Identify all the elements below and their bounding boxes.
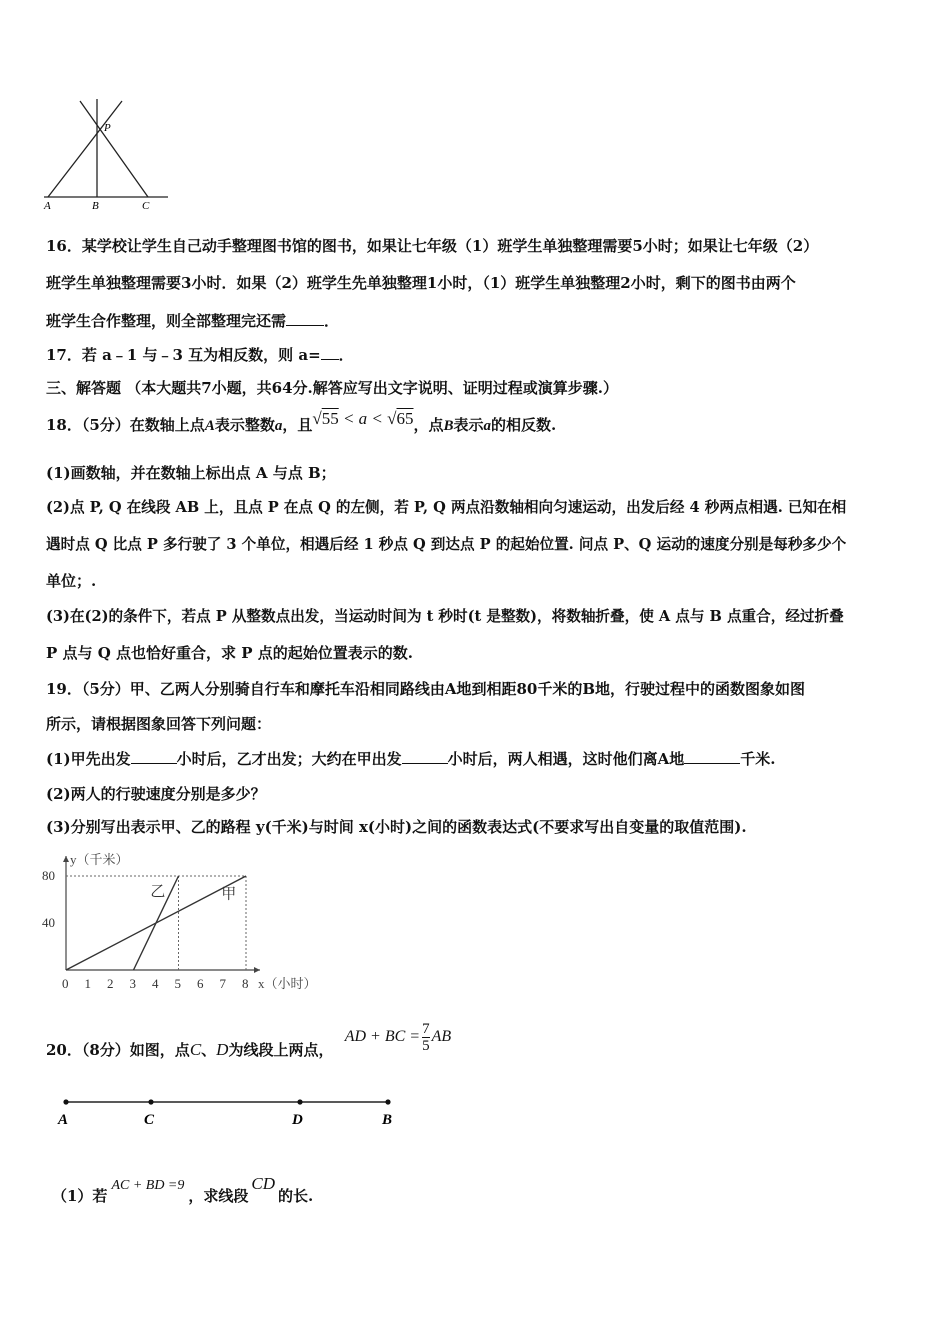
q17-answer-blank[interactable] (321, 345, 339, 360)
q20-part1-var: CD (251, 1174, 276, 1193)
q19-blank-3[interactable] (684, 749, 740, 764)
line-ap (48, 101, 122, 197)
q19-line1 (46, 679, 910, 699)
q18-text-post: 的相反数. (491, 416, 557, 434)
q20-segment-figure (50, 1090, 410, 1135)
label-d: D (292, 1112, 303, 1128)
q18-part2-line1 (46, 498, 910, 518)
line-cp (80, 101, 148, 197)
point-b (385, 1099, 390, 1104)
x-tick-label-7: 7 (219, 976, 226, 991)
x-tick-label-0: 0 (62, 976, 69, 991)
q20-part1-equation: AC + BD =9 (111, 1178, 185, 1193)
label-b: B (92, 200, 99, 212)
x-tick-label-1: 1 (84, 976, 91, 991)
q19-part1-text-c: 小时后，两人相遇，这时他们离A地 (447, 750, 685, 768)
q18-text-mid1: 表示整数 (214, 416, 275, 434)
q18-var-a2: a (483, 418, 492, 434)
q19-part3-text: (3)分别写出表示甲、乙的路程 y(千米)与时间 x(小时)之间的函数表达式(不要求写出自变量的取值范围). (46, 818, 747, 836)
chart-axes (63, 852, 317, 991)
q16-text3-end: ． (324, 312, 340, 330)
x-tick-label-3: 3 (129, 976, 136, 991)
chart-series (66, 876, 246, 970)
q18-part2-line3 (46, 571, 910, 591)
q19-blank-1[interactable] (131, 749, 177, 764)
q20-text-mid: 为线段上两点， (228, 1041, 334, 1059)
q18-var-a: a (274, 418, 283, 434)
label-a: A (58, 1112, 69, 1128)
q18-part3-line2 (46, 643, 910, 663)
q20-frac-den: 5 (422, 1037, 430, 1054)
q20-stem (46, 1020, 910, 1070)
q16-text1: 16．某学校让学生自己动手整理图书馆的图书，如果让七年级（1）班学生单独整理需要5小时；如果让七年级（2） (46, 237, 819, 255)
q20-text-pre: 20．（8分）如图，点 (46, 1041, 190, 1059)
y-axis-arrow (63, 856, 69, 862)
y-tick-label-40: 40 (42, 915, 55, 930)
q18-text-mid4: 表示 (453, 416, 484, 434)
q20-part1 (52, 1176, 910, 1216)
q18-sqrt1-radicand: 55 (321, 409, 339, 428)
label-p: P (104, 122, 111, 134)
label-b: B (382, 1112, 393, 1128)
q20-part1-mid: ，求线段 (188, 1187, 249, 1205)
q18-sqrt2-radicand: 65 (396, 409, 414, 428)
series-label-yi: 乙 (150, 883, 166, 900)
q18-stem (46, 409, 910, 436)
q20-sep: 、 (201, 1041, 217, 1059)
q19-part1-text-b: 小时后，乙才出发；大约在甲出发 (176, 750, 402, 768)
q19-part1 (46, 749, 910, 769)
q18-part2-text1: (2)点 P, Q 在线段 AB 上，且点 P 在点 Q 的左侧，若 P, Q 两点沿数轴相向匀速运动，出发后经 4 秒两点相遇. 已知在相 (46, 499, 847, 516)
q16-line3 (46, 311, 910, 331)
q20-part1-post: 的长. (278, 1187, 314, 1205)
q18-part3-text1: (3)在(2)的条件下，若点 P 从整数点出发，当运动时间为 t 秒时(t 是整数)，将数轴折叠，使 A 点与 B 点重合，经过折叠 (46, 608, 844, 625)
section3-heading (46, 378, 910, 398)
q18-part2-text2: 遇时点 Q 比点 P 多行驶了 3 个单位，相遇后经 1 秒点 Q 到达点 P 的起始位置. 问点 P、Q 运动的速度分别是每秒多少个 (46, 536, 847, 553)
q18-inequality-mid: < a < (338, 409, 388, 428)
series-label-jia: 甲 (221, 886, 237, 903)
q20-frac-num: 7 (422, 1020, 430, 1037)
q18-part3-text2: P 点与 Q 点也恰好重合，求 P 点的起始位置表示的数. (46, 644, 413, 662)
x-tick-label-6: 6 (197, 976, 204, 991)
q20-eq-rhs: AB (431, 1028, 452, 1045)
q18-inequality: √55 < a < √65 (312, 409, 414, 428)
q19-line2 (46, 714, 910, 734)
q17-line (46, 345, 910, 365)
q16-text2: 班学生单独整理需要3小时．如果（2）班学生先单独整理1小时，（1）班学生单独整理2小时，剩下的图书由两个 (46, 274, 796, 292)
q19-part2 (46, 784, 910, 804)
top-geometry-figure (38, 95, 178, 215)
q18-text-pre: 18．（5分）在数轴上点 (46, 416, 205, 434)
q19-blank-2[interactable] (402, 749, 448, 764)
q18-part1-text: (1)画数轴，并在数轴上标出点 A 与点 B； (46, 464, 336, 482)
q19-text1: 19．（5分）甲、乙两人分别骑自行车和摩托车沿相同路线由A地到相距80千米的B地，行驶过程中的函数图象如图 (46, 680, 806, 698)
q19-text2: 所示，请根据图象回答下列问题： (46, 715, 272, 733)
q16-line2 (46, 273, 910, 293)
q19-part3 (46, 817, 910, 837)
q18-part1 (46, 463, 910, 483)
point-c (148, 1099, 153, 1104)
x-tick-label-4: 4 (152, 976, 159, 991)
q20-var-d: D (216, 1040, 229, 1059)
q19-part1-text-d: 千米. (740, 750, 776, 768)
chart-ticks (42, 868, 249, 991)
q20-part1-pre: （1）若 (52, 1187, 108, 1205)
q19-distance-time-chart (30, 842, 340, 1002)
x-tick-label-5: 5 (174, 976, 181, 991)
x-tick-label-2: 2 (107, 976, 114, 991)
label-c: C (144, 1112, 155, 1128)
q18-var-a-point: A (204, 418, 215, 434)
x-axis-arrow (254, 967, 260, 973)
q16-line1 (46, 236, 910, 256)
q18-part2-line2 (46, 535, 910, 555)
x-axis-label: x（小时） (258, 976, 317, 991)
q18-part3-line1 (46, 607, 910, 627)
section3-text: 三、解答题 （本大题共7小题，共64分.解答应写出文字说明、证明过程或演算步骤.） (46, 379, 618, 397)
x-tick-label-8: 8 (242, 976, 249, 991)
q20-var-c: C (189, 1040, 202, 1059)
q16-text3: 班学生合作整理，则全部整理完还需 (46, 312, 287, 330)
label-a: A (44, 200, 51, 212)
q16-answer-blank[interactable] (286, 311, 324, 326)
q20-equation (344, 1020, 452, 1054)
q20-fraction (422, 1021, 430, 1054)
y-tick-label-80: 80 (42, 868, 55, 883)
label-c: C (142, 200, 150, 212)
q17-text: 17．若 a﹣1 与﹣3 互为相反数，则 a= (46, 346, 321, 364)
q18-part2-text3: 单位；. (46, 572, 97, 590)
q20-eq-lhs: AD + BC = (344, 1028, 421, 1045)
q18-text-mid3: ，点 (413, 416, 444, 434)
q17-text-end: ． (338, 346, 354, 364)
point-d (297, 1099, 302, 1104)
q18-text-mid2: ，且 (282, 416, 313, 434)
q19-part2-text: (2)两人的行驶速度分别是多少？ (46, 785, 266, 803)
q18-var-b-point: B (443, 418, 454, 434)
y-axis-label: y（千米） (70, 852, 129, 867)
q19-part1-text-a: (1)甲先出发 (46, 750, 131, 768)
point-a (63, 1099, 68, 1104)
